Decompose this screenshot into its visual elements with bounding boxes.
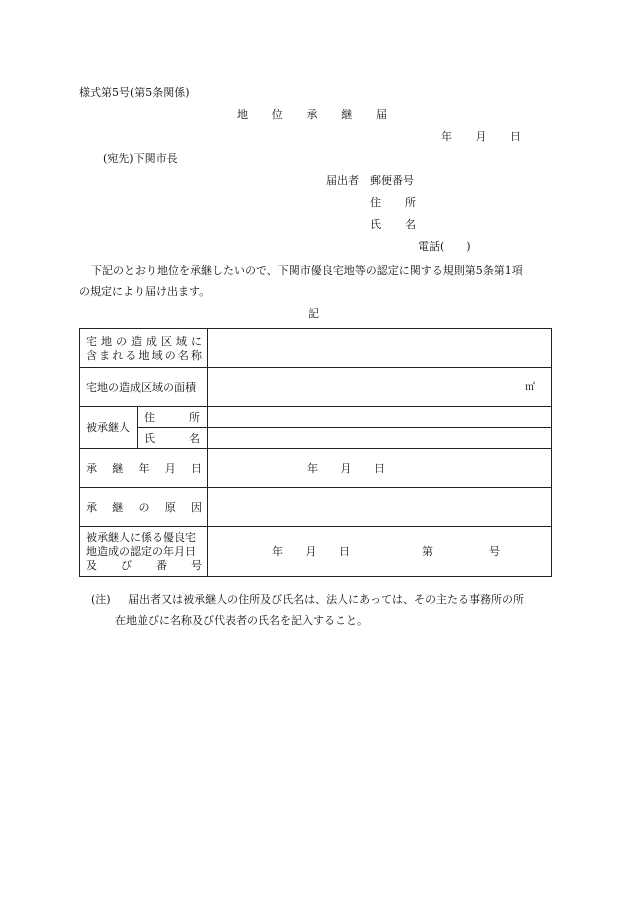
label-char: に: [191, 334, 202, 348]
label-char: 原: [164, 500, 176, 514]
note: [91, 594, 561, 626]
label-char: 氏: [144, 431, 155, 445]
title-char: 承: [306, 108, 318, 121]
label-char: 継: [112, 461, 124, 475]
label-char: 承: [86, 461, 97, 475]
table-row: [80, 527, 552, 577]
label-char: の: [138, 500, 150, 514]
label-char: 地: [101, 334, 112, 348]
label-char: 及: [86, 559, 97, 572]
date-year: 年: [307, 461, 318, 475]
label-char: 因: [191, 500, 202, 514]
applicant-label: 届出者: [326, 174, 359, 187]
title-char: 継: [341, 108, 353, 121]
predecessor-name-field[interactable]: [208, 428, 552, 449]
title-char: 位: [271, 108, 283, 121]
label-char: 住: [144, 410, 155, 424]
label-text: 地造成の認定の年月日: [86, 545, 196, 558]
row-label-predecessor-name: [138, 428, 208, 449]
label-char: 名: [189, 431, 200, 445]
row-label-site-area: [80, 368, 208, 407]
label-char: れ: [112, 348, 124, 362]
label-char: 成: [146, 334, 157, 348]
label-char: 継: [112, 500, 124, 514]
date-month: 月: [305, 545, 317, 558]
date-year: 年: [272, 545, 283, 558]
row-label-predecessor-address: [138, 407, 208, 428]
succession-cause-field[interactable]: [208, 488, 552, 527]
header-date-month: 月: [475, 130, 487, 143]
note-prefix: (注): [91, 593, 111, 606]
form-number: 様式第5号(第5条関係): [79, 86, 190, 99]
label-char: 域: [151, 348, 163, 362]
body-text-line1: 下記のとおり地位を承継したいので、下関市優良宅地等の認定に関する規則第5条第1項: [91, 264, 523, 277]
label-char: 所: [189, 410, 200, 424]
row-label-predecessor: [80, 407, 138, 449]
label-char: び: [121, 559, 132, 572]
label-char: 月: [164, 461, 176, 475]
certification-field[interactable]: [208, 527, 552, 577]
label-char: 地: [138, 348, 150, 362]
label-char: る: [125, 348, 137, 362]
label-char: 宅: [86, 334, 97, 348]
row-label-certification: [80, 527, 208, 577]
label-char: 域: [176, 334, 187, 348]
ki-heading: 記: [308, 307, 319, 320]
applicant-address-label: [370, 197, 416, 208]
header-date-day: 日: [510, 130, 521, 143]
table-row: [80, 407, 552, 428]
title-char: 地: [237, 108, 248, 121]
title-char: 届: [376, 108, 387, 121]
label-char: 名: [177, 348, 189, 362]
site-area-name-field[interactable]: [208, 329, 552, 368]
area-unit: ㎡: [525, 382, 535, 393]
row-label-succession-date: [80, 449, 208, 488]
row-label-succession-cause: [80, 488, 208, 527]
succession-date-field[interactable]: [208, 449, 552, 488]
form-title: [237, 109, 387, 120]
table-row: [80, 488, 552, 527]
succession-table: [79, 328, 552, 577]
label-char: 造: [131, 334, 142, 348]
label-char: 氏: [370, 218, 381, 231]
label-char: 号: [191, 559, 202, 572]
date-month: 月: [340, 461, 352, 475]
table-row: [80, 368, 552, 407]
header-date: [441, 131, 521, 142]
note-line1: 届出者又は被承継人の住所及び氏名は、法人にあっては、その主たる事務所の所: [128, 593, 524, 606]
addressee: (宛先)下関市長: [103, 152, 178, 165]
label-char: 承: [86, 500, 97, 514]
label-char: 住: [370, 196, 381, 209]
label-char: の: [116, 334, 127, 348]
label-char: ま: [99, 348, 111, 362]
label-char: 名: [405, 218, 416, 231]
number-dai: 第: [422, 545, 433, 558]
applicant-name-label: [370, 219, 416, 230]
predecessor-address-field[interactable]: [208, 407, 552, 428]
label-text: 被承継人に係る優良宅: [86, 531, 196, 544]
site-area-field[interactable]: [208, 368, 552, 407]
label-char: 年: [138, 461, 150, 475]
row-label-site-area-name: [80, 329, 208, 368]
applicant-phone-label: 電話( ): [418, 240, 471, 253]
note-line2: 在地並びに名称及び代表者の氏名を記入すること。: [115, 614, 368, 627]
label-char: 称: [191, 348, 202, 362]
table-row: [80, 428, 552, 449]
date-day: 日: [339, 545, 350, 558]
label-char: 番: [156, 559, 167, 572]
label-char: 所: [405, 196, 416, 209]
label-char: 日: [191, 461, 202, 475]
label-char: 含: [86, 348, 97, 362]
label-char: 区: [161, 334, 172, 348]
label-char: の: [164, 348, 176, 362]
number-go: 号: [489, 545, 500, 558]
date-day: 日: [374, 461, 385, 475]
applicant-postal-label: 郵便番号: [370, 174, 414, 187]
label-text: 宅地の造成区域の面積: [86, 380, 196, 394]
table-row: [80, 449, 552, 488]
body-text-line2: の規定により届け出ます。: [79, 285, 211, 298]
header-date-year: 年: [441, 130, 452, 143]
label-text: 被承継人: [86, 421, 130, 434]
table-row: [80, 329, 552, 368]
